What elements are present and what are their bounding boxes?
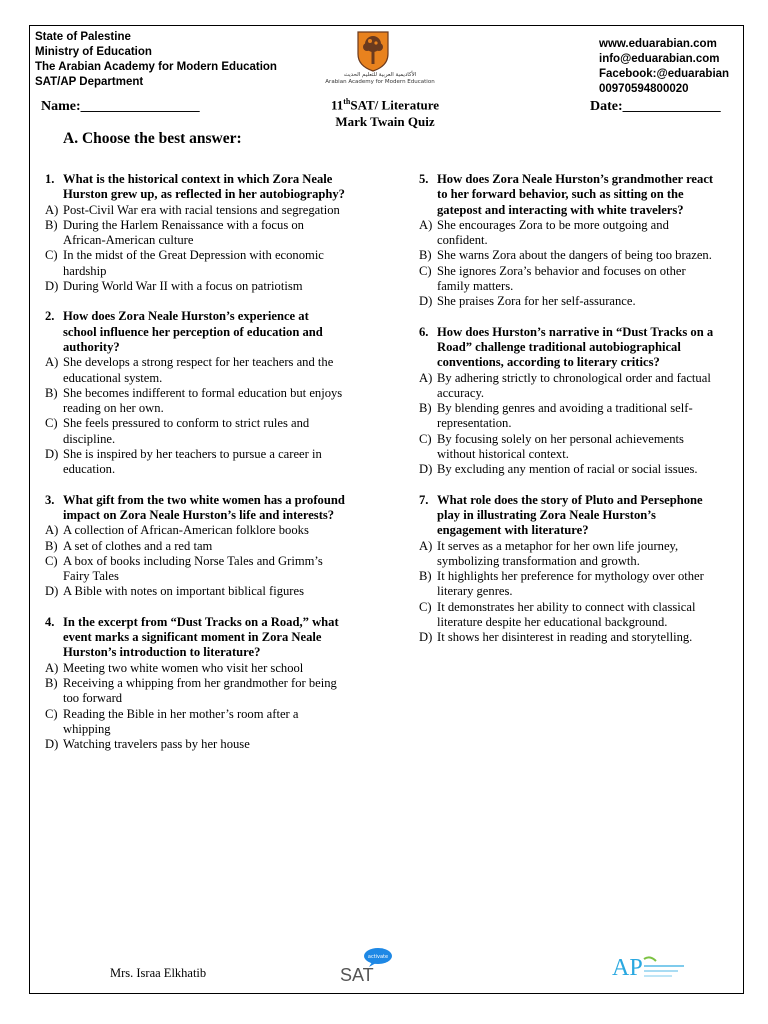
- ap-logo: [612, 953, 692, 981]
- option-text: During the Harlem Renaissance with a focus on African-American culture: [63, 217, 304, 248]
- option-letter: D): [45, 584, 59, 599]
- question-stem: [45, 309, 345, 355]
- option-text: Receiving a whipping from her grandmother for being too forward: [63, 675, 337, 706]
- option-letter: C): [419, 599, 432, 614]
- option-letter: A): [419, 370, 433, 385]
- question-stem: [419, 493, 714, 539]
- quiz-subject: [300, 97, 470, 113]
- teacher-name: Mrs. Israa Elkhatib: [110, 966, 207, 980]
- question-number: 1.: [45, 172, 55, 186]
- answer-option[interactable]: [419, 401, 714, 432]
- option-letter: D): [45, 737, 59, 752]
- option-letter: A): [45, 660, 59, 675]
- answer-option[interactable]: [45, 248, 345, 279]
- grade-number: 11: [330, 97, 344, 113]
- option-letter: D): [419, 294, 433, 309]
- answer-option[interactable]: [45, 539, 345, 554]
- option-text: By adhering strictly to chronological order and factual accuracy.: [437, 370, 711, 400]
- option-text: A box of books including Norse Tales and Grimm’s Fairy Tales: [63, 553, 323, 584]
- question-stem: [419, 325, 714, 371]
- option-letter: B): [45, 675, 58, 690]
- question-number: 7.: [419, 492, 429, 507]
- question-number: 6.: [419, 324, 429, 339]
- question-text: How does Hurston’s narrative in “Dust Tracks on a Road” challenge traditional autobiographical conventions, according to literary critics?: [437, 324, 714, 370]
- answer-option[interactable]: [419, 432, 714, 463]
- option-text: She feels pressured to conform to strict rules and discipline.: [63, 416, 310, 446]
- question-item: [419, 172, 714, 310]
- option-text: In the midst of the Great Depression with economic hardship: [63, 248, 324, 278]
- option-text: Reading the Bible in her mother’s room after a whipping: [63, 706, 299, 736]
- section-heading: A. Choose the best answer:: [63, 130, 242, 147]
- phone-number: 00970594800020: [599, 83, 689, 95]
- answer-option[interactable]: [45, 386, 345, 417]
- date-field[interactable]: Date:______________: [590, 99, 721, 114]
- question-text: How does Zora Neale Hurston’s grandmother react to her forward behavior, such as sitting on the gatepost and interacting with white travelers?: [437, 172, 714, 217]
- answer-option[interactable]: [45, 447, 345, 478]
- question-text: In the excerpt from “Dust Tracks on a Road,” what event marks a significant moment in Zora Neale Hurston’s introduction to literature?: [63, 614, 339, 660]
- option-letter: D): [45, 279, 59, 294]
- answer-option[interactable]: [419, 218, 714, 249]
- question-stem: [419, 172, 714, 218]
- questions-left-column: [45, 172, 345, 767]
- logo-caption-en: Arabian Academy for Modern Education: [325, 79, 435, 85]
- question-text: What gift from the two white women has a profound impact on Zora Neale Hurston’s life and interests?: [63, 492, 345, 522]
- option-text: It serves as a metaphor for her own life journey, symbolizing transformation and growth.: [437, 538, 679, 568]
- option-text: It highlights her preference for mythology over other literary genres.: [437, 569, 704, 599]
- facebook-link[interactable]: Facebook:@eduarabian: [599, 68, 730, 80]
- website-link[interactable]: www.eduarabian.com: [599, 38, 717, 50]
- option-letter: B): [45, 385, 58, 400]
- option-text: She praises Zora for her self-assurance.: [437, 294, 636, 309]
- option-letter: A): [45, 202, 59, 217]
- logo-caption-ar: الأكاديمية العربية للتعليم الحديث: [343, 72, 417, 78]
- question-stem: [45, 172, 345, 203]
- option-text: By blending genres and avoiding a traditional self-representation.: [437, 401, 693, 431]
- option-text: She is inspired by her teachers to pursue a career in education.: [63, 447, 322, 477]
- option-text: By excluding any mention of racial or social issues.: [437, 462, 698, 477]
- sat-bubble-text: activate: [367, 954, 389, 960]
- answer-option[interactable]: [45, 584, 345, 599]
- option-letter: C): [45, 553, 58, 568]
- header-contacts: [599, 37, 729, 97]
- question-stem: [45, 615, 345, 661]
- email-link[interactable]: info@eduarabian.com: [599, 53, 720, 65]
- header-line: Ministry of Education: [35, 46, 152, 58]
- question-text: What role does the story of Pluto and Persephone play in illustrating Zora Neale Hurston’s engagement with literature?: [437, 492, 703, 538]
- option-letter: D): [419, 630, 433, 645]
- question-stem: [45, 493, 345, 524]
- option-letter: C): [45, 706, 58, 721]
- answer-option[interactable]: [45, 523, 345, 538]
- option-letter: A): [419, 538, 433, 553]
- option-text: She develops a strong respect for her teachers and the educational system.: [63, 355, 334, 385]
- option-letter: B): [419, 569, 432, 584]
- questions-right-column: [419, 172, 714, 661]
- answer-option[interactable]: [419, 294, 714, 309]
- question-number: 5.: [419, 172, 429, 186]
- grade-suffix: th: [343, 97, 351, 106]
- option-letter: D): [419, 462, 433, 477]
- answer-option[interactable]: [419, 371, 714, 402]
- question-item: [419, 325, 714, 478]
- option-text: Watching travelers pass by her house: [63, 737, 250, 752]
- answer-option[interactable]: [45, 203, 345, 218]
- option-letter: B): [45, 217, 58, 232]
- question-number: 2.: [45, 309, 55, 324]
- option-letter: D): [45, 447, 59, 462]
- name-field[interactable]: Name:_________________: [41, 99, 200, 114]
- option-letter: B): [45, 538, 58, 553]
- header-line: State of Palestine: [35, 31, 131, 43]
- question-text: How does Zora Neale Hurston’s experience at school influence her perception of education and authority?: [63, 309, 323, 354]
- answer-option[interactable]: [45, 416, 345, 447]
- answer-option[interactable]: [45, 676, 345, 707]
- ap-logo-text: AP: [612, 955, 643, 981]
- answer-option[interactable]: [419, 264, 714, 295]
- header-line: SAT/AP Department: [35, 76, 144, 88]
- answer-option[interactable]: [419, 600, 714, 631]
- option-text: A Bible with notes on important biblical figures: [63, 584, 304, 599]
- answer-option[interactable]: [45, 554, 345, 585]
- question-text: What is the historical context in which Zora Neale Hurston grew up, as reflected in her autobiography?: [63, 172, 345, 202]
- answer-option[interactable]: [45, 279, 345, 294]
- question-item: [45, 172, 345, 294]
- answer-option[interactable]: [45, 218, 345, 249]
- answer-option[interactable]: [419, 248, 714, 263]
- option-text: Meeting two white women who visit her school: [63, 660, 304, 675]
- option-text: A set of clothes and a red tam: [63, 538, 213, 553]
- answer-option[interactable]: [45, 355, 345, 386]
- sat-logo-text: SAT: [340, 965, 374, 985]
- question-item: [419, 493, 714, 646]
- option-letter: A): [419, 217, 433, 232]
- option-text: Post-Civil War era with racial tensions and segregation: [63, 202, 340, 217]
- option-text: It shows her disinterest in reading and storytelling.: [437, 630, 693, 645]
- option-letter: C): [45, 416, 58, 431]
- option-text: She encourages Zora to be more outgoing and confident.: [437, 217, 669, 248]
- option-text: It demonstrates her ability to connect with classical literature despite her educational background.: [437, 599, 696, 630]
- option-letter: A): [45, 523, 59, 538]
- option-letter: B): [419, 248, 432, 263]
- header-institution: [35, 30, 277, 90]
- option-letter: A): [45, 355, 59, 370]
- option-letter: C): [45, 248, 58, 263]
- subject-text: SAT/ Literature: [350, 97, 440, 113]
- option-text: She ignores Zora’s behavior and focuses on other family matters.: [437, 263, 686, 294]
- answer-option[interactable]: [45, 707, 345, 738]
- answer-option[interactable]: [419, 569, 714, 600]
- option-letter: C): [419, 263, 432, 278]
- answer-option[interactable]: [45, 661, 345, 676]
- crest-icon: [356, 30, 390, 72]
- option-text: She becomes indifferent to formal education but enjoys reading on her own.: [63, 385, 343, 416]
- logo-caption: [318, 72, 442, 86]
- option-text: A collection of African-American folklore books: [63, 523, 309, 538]
- sat-logo: [336, 945, 396, 985]
- question-number: 3.: [45, 492, 55, 507]
- answer-option[interactable]: [419, 539, 714, 570]
- option-letter: B): [419, 401, 432, 416]
- question-item: [45, 493, 345, 600]
- answer-option[interactable]: [45, 737, 345, 752]
- answer-option[interactable]: [419, 462, 714, 477]
- option-text: By focusing solely on her personal achievements without historical context.: [437, 431, 684, 462]
- option-text: She warns Zora about the dangers of being too brazen.: [437, 248, 712, 263]
- question-item: [45, 615, 345, 753]
- option-text: During World War II with a focus on patriotism: [63, 279, 303, 294]
- question-number: 4.: [45, 614, 55, 629]
- question-item: [45, 309, 345, 477]
- quiz-title: Mark Twain Quiz: [335, 114, 435, 129]
- answer-option[interactable]: [419, 630, 714, 645]
- option-letter: C): [419, 431, 432, 446]
- header-line: The Arabian Academy for Modern Education: [35, 61, 277, 73]
